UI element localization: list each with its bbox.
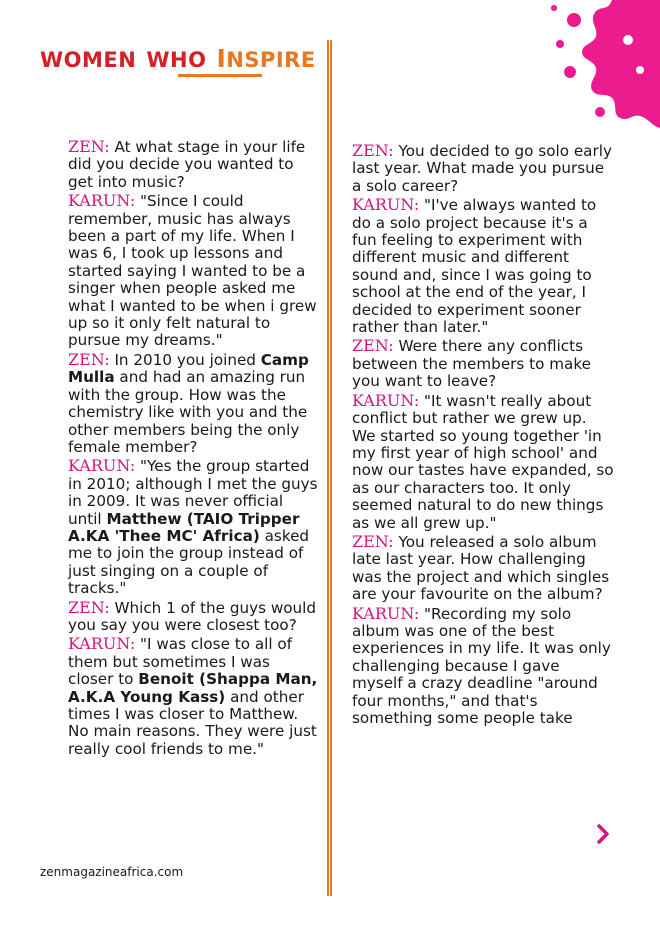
answer-text: "I was close to all of them but sometimes I was closer to xyxy=(68,635,293,689)
speaker-label: ZEN: xyxy=(68,349,110,369)
answer-text: and other times I was closer to Matthew. No main reasons. They were just really cool friends to me." xyxy=(68,687,317,758)
interview-question xyxy=(352,337,614,390)
speaker-label: KARUN: xyxy=(68,456,136,476)
interview-answer xyxy=(68,192,320,350)
speaker-label: KARUN: xyxy=(68,191,136,211)
bold-name: Benoit (Shappa Man, A.K.A Young Kass) xyxy=(68,670,318,706)
left-column xyxy=(68,138,320,759)
speaker-label: KARUN: xyxy=(68,634,136,654)
question-text: and had an amazing run with the group. How was the chemistry like with you and the other members being the only female member? xyxy=(68,368,308,456)
bold-name: Camp Mulla xyxy=(68,350,309,387)
interview-answer xyxy=(68,635,320,758)
answer-text: "Recording my solo album was one of the best experiences in my life. It was only challenging because I gave myself a crazy deadline "around four months," and that's something some people take xyxy=(352,604,611,727)
chevron-right-icon xyxy=(596,824,610,844)
speaker-label: KARUN: xyxy=(352,195,420,215)
question-text: Which 1 of the guys would you say you were closest too? xyxy=(68,598,317,634)
answer-text: asked me to join the group instead of just singing on a couple of tracks." xyxy=(68,526,310,598)
answer-text: "I've always wanted to do a solo project because it's a fun feeling to experiment with different music and different sound and, since I was going to school at the end of the year, I decided to experiment sooner rather than later." xyxy=(352,196,597,337)
ink-splash-icon xyxy=(540,0,660,130)
interview-answer xyxy=(352,196,614,336)
interview-answer xyxy=(352,392,614,532)
speaker-label: KARUN: xyxy=(352,603,420,623)
footer-url: zenmagazineafrica.com xyxy=(40,865,184,879)
question-text: In 2010 you joined xyxy=(109,350,261,369)
section-title-word-1: WOMEN xyxy=(40,48,137,72)
answer-text: "It wasn't really about conflict but rather we grew up. We started so young together 'in my first year of high school' and now our tastes have expanded, so as our characters too. It only seemed natural to do new things as we all grew up." xyxy=(352,391,614,532)
right-column xyxy=(352,142,614,728)
column-divider xyxy=(327,40,332,896)
bold-name: Matthew (TAIO Tripper A.KA 'Thee MC' Africa) xyxy=(68,509,300,545)
speaker-label: ZEN: xyxy=(68,137,110,156)
section-title-word-3-rest: NSPIRE xyxy=(226,48,316,72)
speaker-label: ZEN: xyxy=(68,597,110,617)
speaker-label: ZEN: xyxy=(352,531,394,551)
question-text: At what stage in your life did you decide you wanted to get into music? xyxy=(68,138,306,191)
section-title-word-2: WHO xyxy=(146,48,207,72)
section-title xyxy=(40,44,316,73)
section-title-word-3-initial: I xyxy=(216,44,227,73)
question-text: Were there any conflicts between the members to make you want to leave? xyxy=(352,337,591,391)
question-text: You decided to go solo early last year. What made you pursue a solo career? xyxy=(352,142,612,195)
title-underline xyxy=(178,74,262,77)
question-text: You released a solo album late last year. How challenging was the project and which singles are your favourite on the album? xyxy=(352,532,610,604)
interview-answer xyxy=(352,605,614,728)
speaker-label: KARUN: xyxy=(352,390,420,410)
speaker-label: ZEN: xyxy=(352,336,394,356)
answer-text: "Since I could remember, music has always been a part of my life. When I was 6, I took up lessons and started saying I wanted to be a singer when people asked me what I wanted to be when i grew up so it only felt natural to pursue my dreams." xyxy=(68,192,317,350)
interview-answer xyxy=(68,457,320,597)
interview-question xyxy=(352,533,614,604)
interview-question xyxy=(68,351,320,456)
speaker-label: ZEN: xyxy=(352,141,394,160)
answer-text: "Yes the group started in 2010; although I met the guys in 2009. It was never official until xyxy=(68,457,318,528)
interview-question xyxy=(352,142,614,195)
interview-question xyxy=(68,599,320,635)
interview-question xyxy=(68,138,320,191)
